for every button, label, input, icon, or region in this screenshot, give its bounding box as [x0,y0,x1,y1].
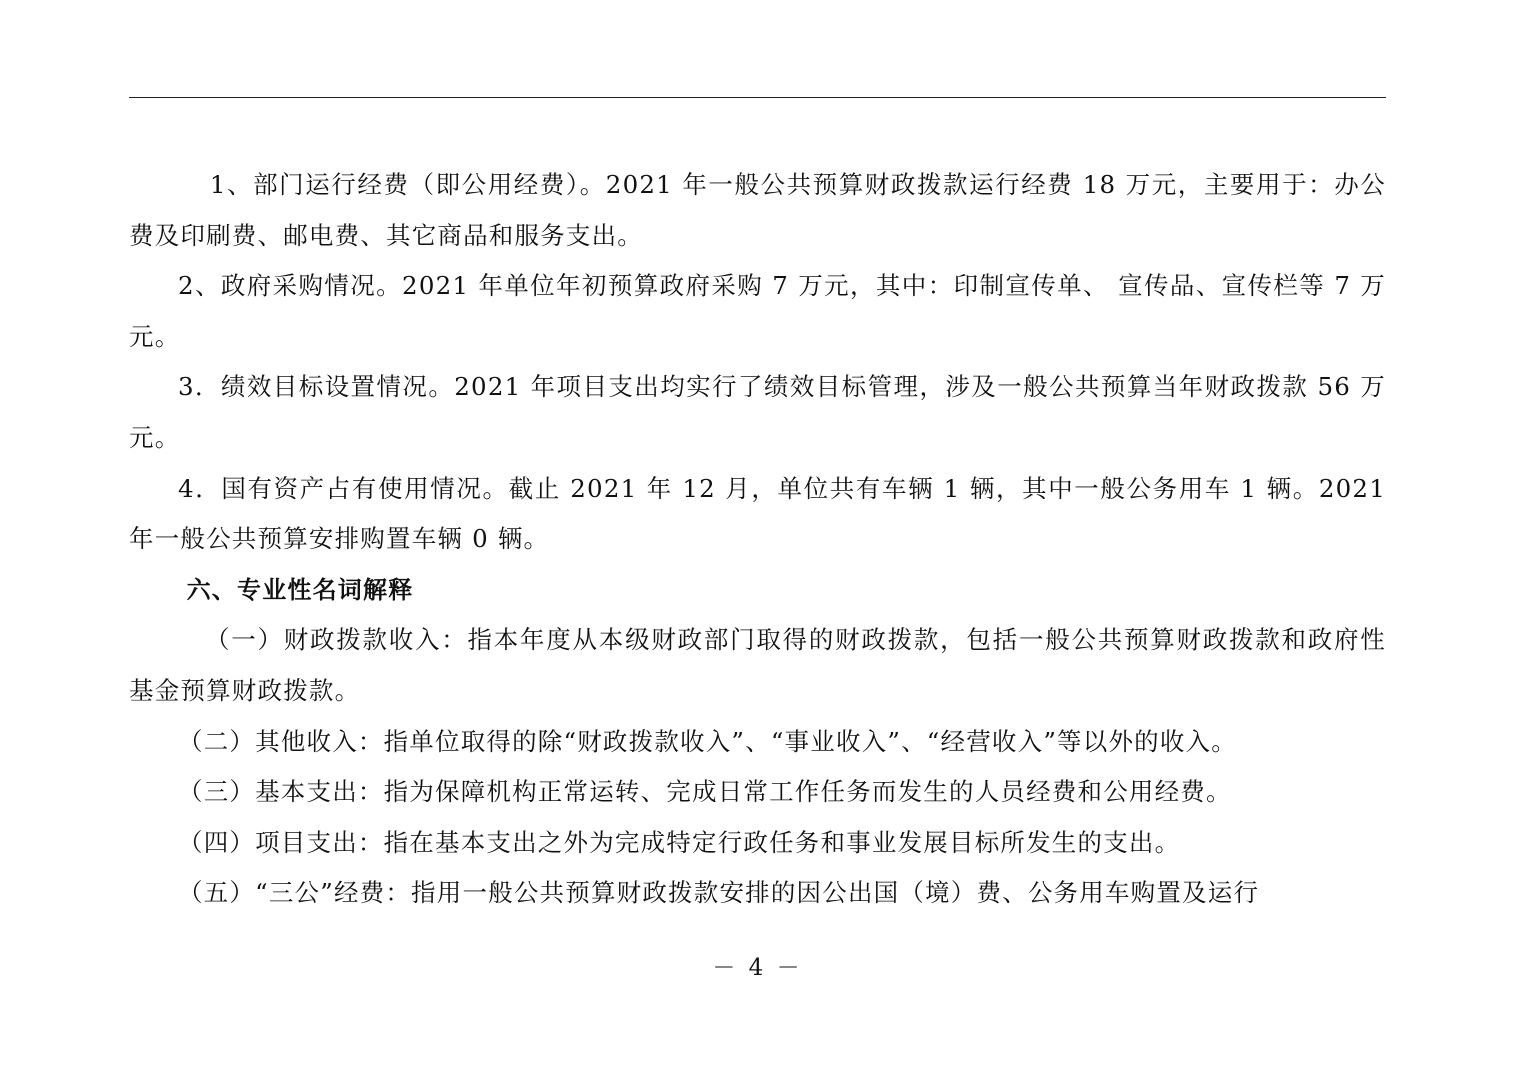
page-number: － 4 － [712,955,803,981]
header-rule [129,97,1386,98]
paragraph-state-assets: 4．国有资产占有使用情况。截止 2021 年 12 月，单位共有车辆 1 辆，其中一般公务用车 1 辆。2021 年一般公共预算安排购置车辆 0 辆。 [129,473,1386,554]
page-content [129,160,1386,919]
paragraph-operating-expenses: 1、部门运行经费（即公用经费）。2021 年一般公共预算财政拨款运行经费 18 万元，主要用于：办公费及印刷费、邮电费、其它商品和服务支出。 [129,170,1386,250]
definition-three-public-expenses: （五）“三公”经费：指用一般公共预算财政拨款安排的因公出国（境）费、公务用车购置及运行 [178,878,1260,908]
paragraph-government-procurement: 2、政府采购情况。2021 年单位年初预算政府采购 7 万元，其中：印制宣传单、 宣传品、宣传栏等 7 万元。 [129,271,1386,351]
section-heading-terminology: 六、专业性名词解释 [186,575,414,604]
definition-other-income: （二）其他收入：指单位取得的除“财政拨款收入”、“事业收入”、“经营收入”等以外的收入。 [178,726,1237,756]
definition-fiscal-appropriation-income: （一）财政拨款收入：指本年度从本级财政部门取得的财政拨款，包括一般公共预算财政拨款和政府性基金预算财政拨款。 [129,625,1386,705]
paragraph-performance-targets: 3．绩效目标设置情况。2021 年项目支出均实行了绩效目标管理，涉及一般公共预算当年财政拨款 56 万元。 [129,372,1386,452]
definition-basic-expenditure: （三）基本支出：指为保障机构正常运转、完成日常工作任务而发生的人员经费和公用经费。 [178,777,1232,807]
definition-project-expenditure: （四）项目支出：指在基本支出之外为完成特定行政任务和事业发展目标所发生的支出。 [178,827,1181,857]
